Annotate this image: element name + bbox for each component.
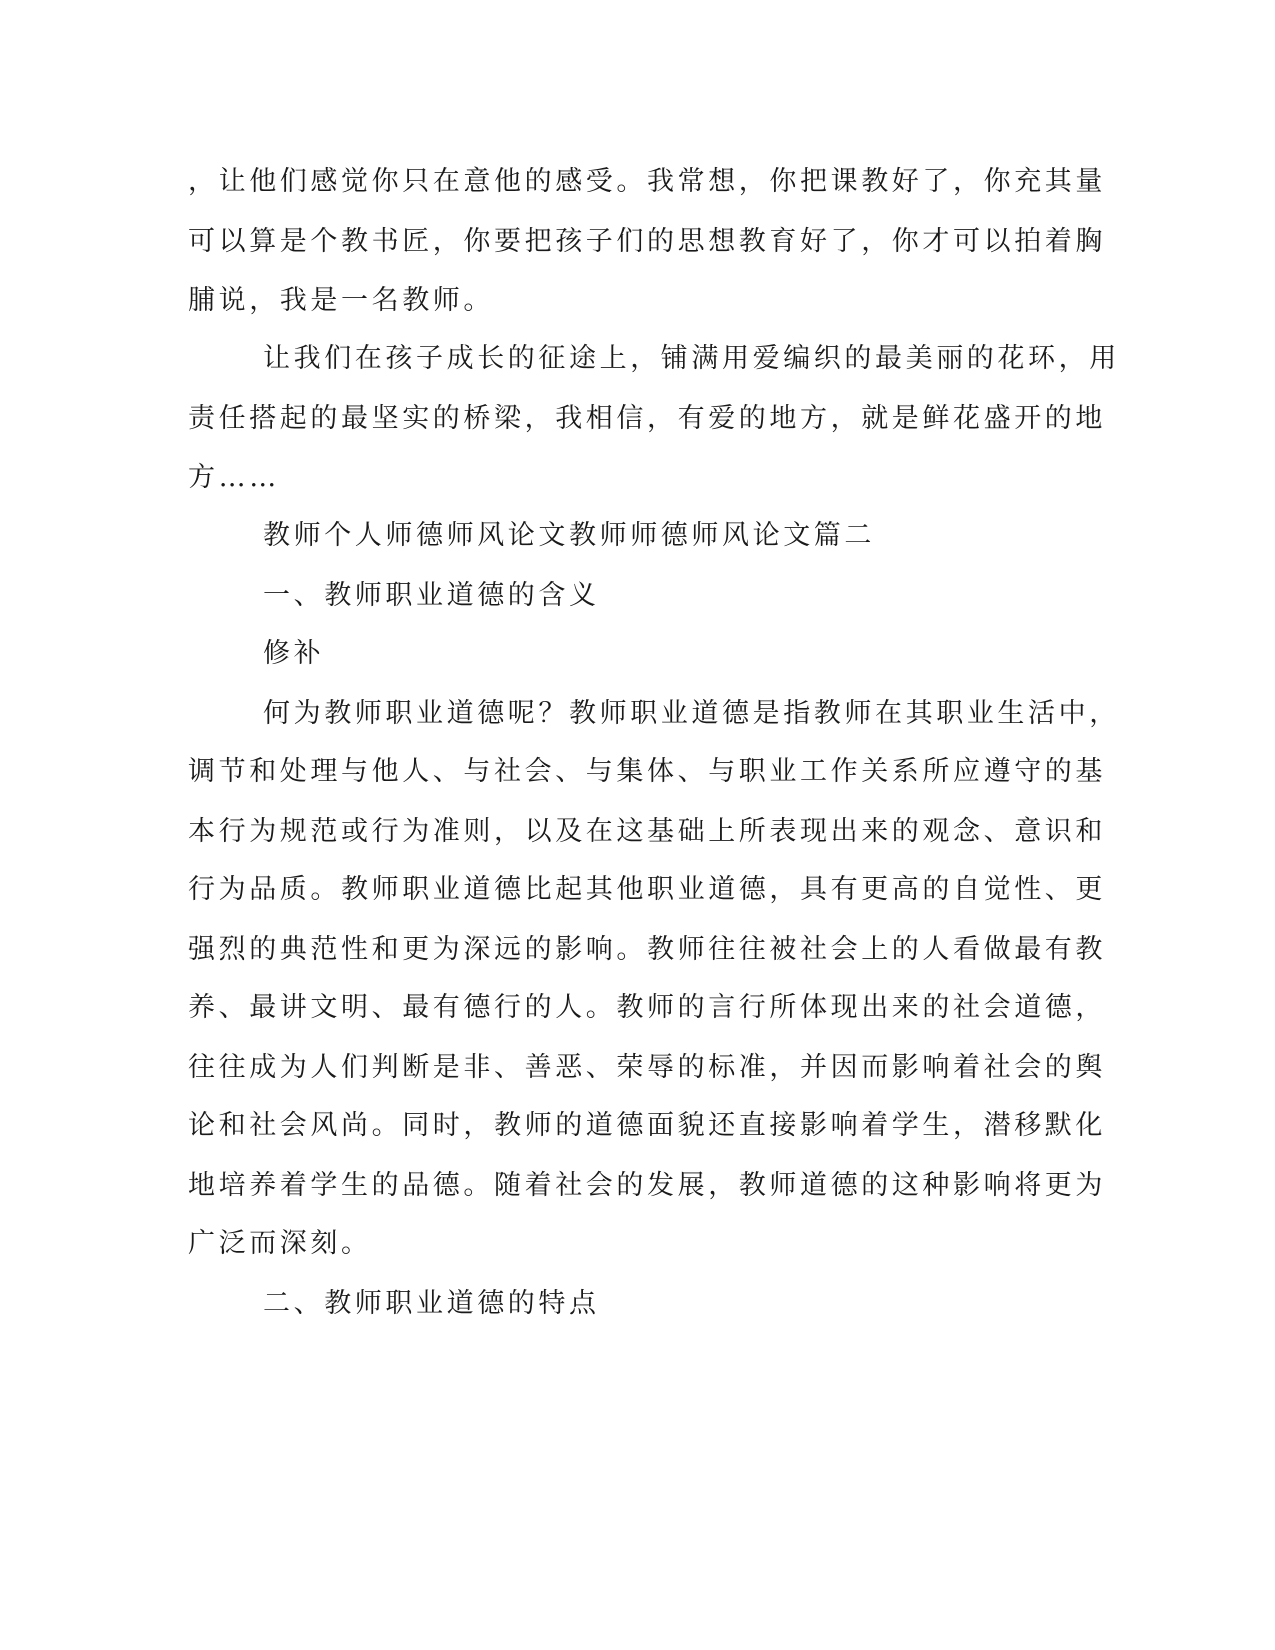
paragraph-2-line-1: 让我们在孩子成长的征途上，铺满用爱编织的最美丽的花环，用 — [263, 343, 1120, 374]
paragraph-3-line-4: 行为品质。教师职业道德比起其他职业道德，具有更高的自觉性、更 — [188, 874, 1106, 905]
paragraph-1-line-3: 脯说，我是一名教师。 — [188, 285, 494, 316]
paragraph-3-line-2: 调节和处理与他人、与社会、与集体、与职业工作关系所应遵守的基 — [188, 756, 1106, 787]
paragraph-3-line-8: 论和社会风尚。同时，教师的道德面貌还直接影响着学生，潜移默化 — [188, 1110, 1106, 1141]
paragraph-2-line-2: 责任搭起的最坚实的桥梁，我相信，有爱的地方，就是鲜花盛开的地 — [188, 403, 1106, 434]
section-title: 教师个人师德师风论文教师师德师风论文篇二 — [263, 520, 875, 551]
paragraph-3-line-10: 广泛而深刻。 — [188, 1228, 372, 1259]
paragraph-3-line-5: 强烈的典范性和更为深远的影响。教师往往被社会上的人看做最有教 — [188, 934, 1106, 965]
paragraph-3-line-7: 往往成为人们判断是非、善恶、荣辱的标准，并因而影响着社会的舆 — [188, 1052, 1106, 1083]
heading-characteristics: 二、教师职业道德的特点 — [263, 1288, 600, 1319]
paragraph-2-line-3: 方…… — [188, 462, 280, 493]
paragraph-1-line-2: 可以算是个教书匠，你要把孩子们的思想教育好了，你才可以拍着胸 — [188, 226, 1106, 257]
subheading: 修补 — [263, 638, 325, 669]
paragraph-1-line-1: ，让他们感觉你只在意他的感受。我常想，你把课教好了，你充其量 — [188, 166, 1106, 197]
paragraph-3-line-3: 本行为规范或行为准则，以及在这基础上所表现出来的观念、意识和 — [188, 816, 1106, 847]
paragraph-3-line-6: 养、最讲文明、最有德行的人。教师的言行所体现出来的社会道德， — [188, 992, 1106, 1023]
paragraph-3-line-1: 何为教师职业道德呢？教师职业道德是指教师在其职业生活中， — [263, 698, 1120, 729]
heading-meaning: 一、教师职业道德的含义 — [263, 580, 600, 611]
paragraph-3-line-9: 地培养着学生的品德。随着社会的发展，教师道德的这种影响将更为 — [188, 1170, 1106, 1201]
